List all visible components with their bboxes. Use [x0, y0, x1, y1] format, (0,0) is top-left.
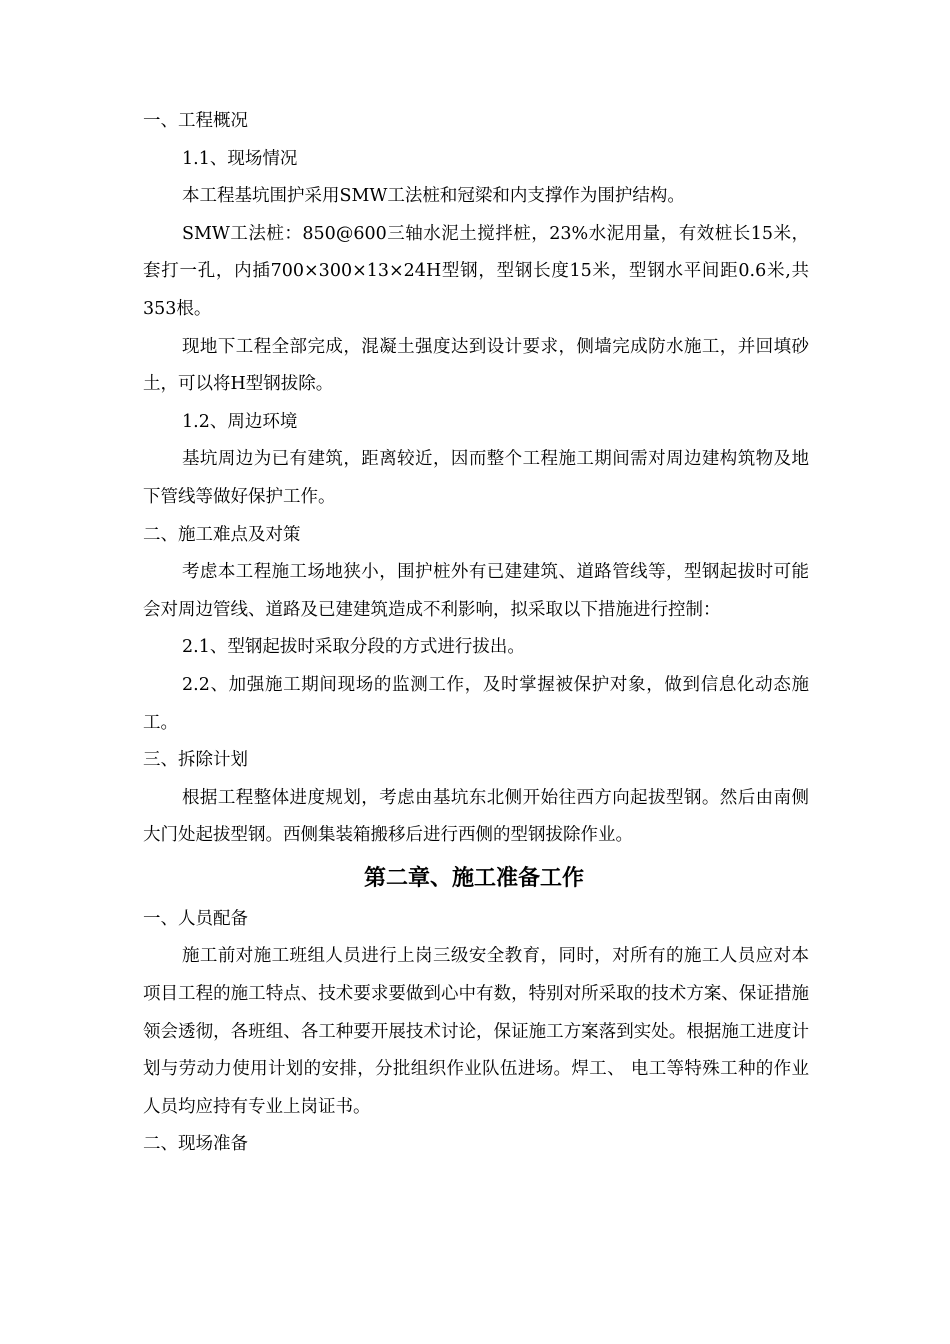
- paragraph-site-retaining: 本工程基坑围护采用SMW工法桩和冠梁和内支撑作为围护结构。: [182, 186, 685, 207]
- section-heading-1: 一、工程概况: [143, 111, 248, 131]
- paragraph-staffing: 施工前对施工班组人员进行上岗三级安全教育，同时，对所有的施工人员应对本项目工程的施工特点、技术要求要做到心中有数，特别对所采取的技术方案、保证措施领会透彻，各班组、各工种要开展技术讨论，保证施工方案落到实处。根据施工进度计划与劳动力使用计划的安排，分批组织作业队伍进场。焊工、 电工等特殊工种的作业人员均应持有专业上岗证书。: [143, 946, 809, 1117]
- paragraph-difficulties: 考虑本工程施工场地狭小，围护桩外有已建建筑、道路管线等，型钢起拔时可能会对周边管线、道路及已建建筑造成不利影响，拟采取以下措施进行控制：: [143, 562, 809, 620]
- chapter2-heading-1: 一、人员配备: [143, 908, 248, 929]
- chapter-title: 第二章、施工准备工作: [363, 864, 584, 891]
- paragraph-underground-complete: 现地下工程全部完成，混凝土强度达到设计要求，侧墙完成防水施工，并回填砂土，可以将H型钢拔除。: [143, 336, 809, 395]
- section-heading-2: 二、施工难点及对策: [143, 524, 301, 545]
- document-body: [143, 103, 809, 1164]
- paragraph-smw-pile: SMW工法桩：850@600三轴水泥土搅拌桩，23%水泥用量，有效桩长15米，套打一孔，内插700×300×13×24H型钢，型钢长度15米，型钢水平间距0.6米,共353根。: [143, 223, 809, 319]
- measure-2-2: 2.2、加强施工期间现场的监测工作，及时掌握被保护对象，做到信息化动态施工。: [143, 674, 809, 733]
- measure-2-1: 2.1、型钢起拔时采取分段的方式进行拔出。: [182, 637, 525, 658]
- subsection-heading-1-1: 1.1、现场情况: [182, 148, 298, 169]
- section-heading-3: 三、拆除计划: [143, 750, 248, 771]
- paragraph-surroundings: 基坑周边为已有建筑，距离较近，因而整个工程施工期间需对周边建构筑物及地下管线等做好保护工作。: [143, 449, 809, 507]
- chapter2-heading-2: 二、现场准备: [143, 1134, 248, 1155]
- subsection-heading-1-2: 1.2、周边环境: [182, 411, 298, 432]
- paragraph-removal-plan: 根据工程整体进度规划，考虑由基坑东北侧开始往西方向起拔型钢。然后由南侧大门处起拔型钢。西侧集装箱搬移后进行西侧的型钢拔除作业。: [143, 787, 809, 846]
